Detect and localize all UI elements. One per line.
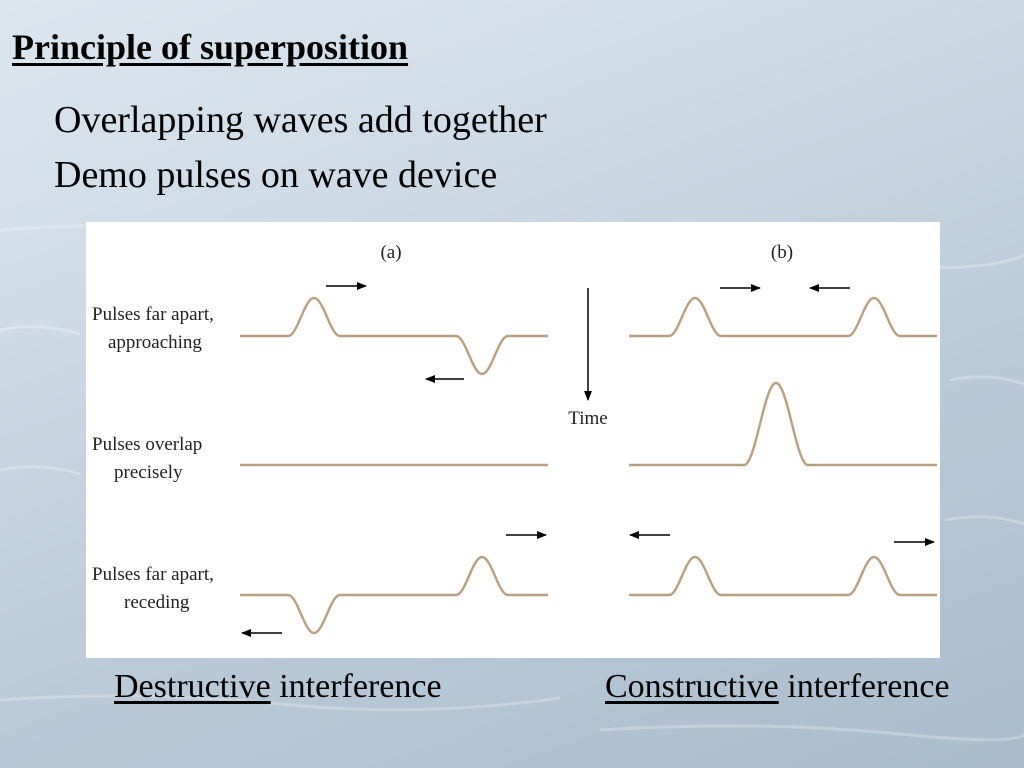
superposition-diagram <box>86 222 940 658</box>
row1-label-line2: approaching <box>108 332 202 353</box>
slide-title: Principle of superposition <box>12 27 409 67</box>
row3-label-line1: Pulses far apart, <box>92 564 214 585</box>
wave-b-receding <box>629 557 937 595</box>
wave-a-receding <box>240 557 548 633</box>
bullet-demo-pulses: Demo pulses on wave device <box>54 154 498 196</box>
time-label: Time <box>568 408 608 429</box>
bullet-overlapping-waves: Overlapping waves add together <box>54 99 547 141</box>
caption-constructive-rest: interference <box>778 668 950 705</box>
panel-a-label: (a) <box>380 242 402 263</box>
row3-label-line2: receding <box>124 592 190 613</box>
panel-b-label: (b) <box>770 242 794 263</box>
row1-label-line1: Pulses far apart, <box>92 304 214 325</box>
caption-destructive-rest: interference <box>270 668 442 705</box>
caption-constructive-keyword: Constructive <box>605 668 779 705</box>
row2-label-line2: precisely <box>114 462 183 483</box>
superposition-figure <box>86 222 940 658</box>
row2-label-line1: Pulses overlap <box>92 434 203 455</box>
wave-b-approaching <box>629 298 937 336</box>
caption-constructive <box>605 668 950 706</box>
wave-a-approaching <box>240 298 548 374</box>
caption-destructive <box>114 668 442 706</box>
caption-destructive-keyword: Destructive <box>114 668 271 705</box>
wave-b-overlap <box>629 383 937 465</box>
